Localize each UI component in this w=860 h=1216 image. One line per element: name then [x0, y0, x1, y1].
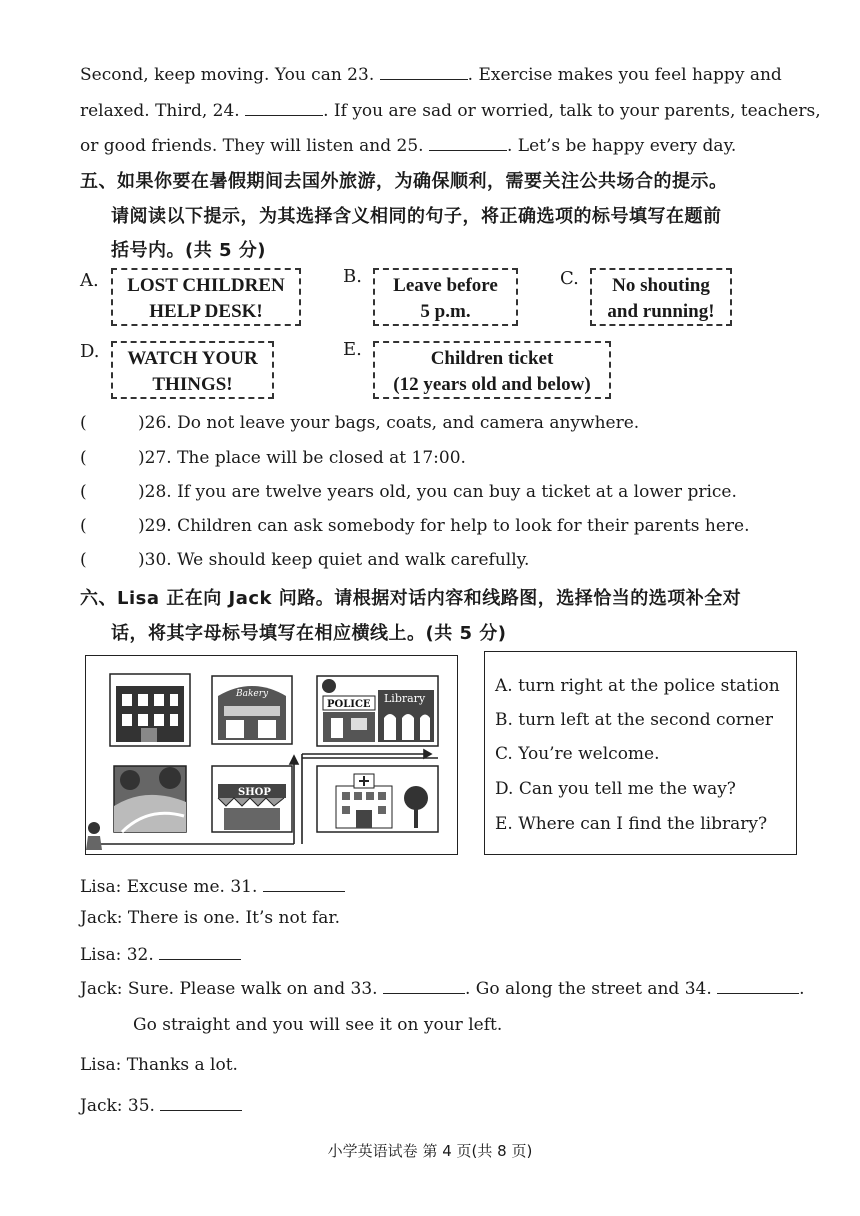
section5-heading-2: 请阅读以下提示，为其选择含义相同的句子，将正确选项的标号填写在题前: [111, 206, 722, 227]
section5-heading-3: 括号内。(共 5 分): [111, 240, 267, 261]
option-e: E. Where can I find the library?: [495, 814, 768, 834]
sign-e-letter: E.: [343, 339, 362, 360]
option-d: D. Can you tell me the way?: [495, 779, 736, 799]
hospital-icon: [317, 766, 438, 832]
building-icon: [110, 674, 190, 746]
sign-a: LOST CHILDREN HELP DESK!: [111, 268, 301, 326]
dialogue-line-6: Lisa: Thanks a lot.: [80, 1055, 238, 1075]
question-27: ( )27. The place will be closed at 17:00.: [80, 448, 466, 468]
question-29: ( )29. Children can ask somebody for help to look for their parents here.: [80, 516, 750, 536]
section6-heading-2: 话，将其字母标号填写在相应横线上。(共 5 分): [111, 623, 507, 644]
dialogue-line-4: Jack: Sure. Please walk on and 33. . Go along the street and 34. .: [80, 976, 805, 999]
answer-paren-30[interactable]: (: [80, 550, 87, 570]
option-b: B. turn left at the second corner: [495, 710, 773, 730]
dialogue-line-7: Jack: 35.: [80, 1093, 242, 1116]
dialogue-line-3: Lisa: 32.: [80, 942, 241, 965]
girl-icon: [86, 822, 102, 850]
shop-icon: [212, 766, 292, 832]
answer-paren-28[interactable]: (: [80, 482, 87, 502]
option-c: C. You’re welcome.: [495, 744, 660, 764]
bakery-icon: [212, 676, 292, 744]
dialogue-line-5: Go straight and you will see it on your left.: [133, 1015, 503, 1035]
sign-c-letter: C.: [560, 268, 579, 289]
passage-line-3: or good friends. They will listen and 25. . Let’s be happy every day.: [80, 133, 736, 156]
bakery-label: Bakery: [236, 689, 269, 699]
library-label: Library: [384, 692, 426, 705]
route-map-drawing: [86, 656, 456, 853]
dialogue-line-2: Jack: There is one. It’s not far.: [80, 908, 341, 928]
answer-blank-33[interactable]: [383, 976, 465, 994]
section6-heading-1: 六、Lisa 正在向 Jack 问路。请根据对话内容和线路图，选择恰当的选项补全对: [80, 588, 742, 609]
park-icon: [114, 766, 186, 832]
sign-c: No shouting and running!: [590, 268, 732, 326]
answer-paren-26[interactable]: (: [80, 413, 87, 433]
section5-heading-1: 五、如果你要在暑假期间去国外旅游，为确保顺利，需要关注公共场合的提示。: [80, 171, 728, 192]
answer-blank-34[interactable]: [717, 976, 799, 994]
sign-b: Leave before 5 p.m.: [373, 268, 518, 326]
answer-blank-23[interactable]: [380, 62, 468, 80]
route-map: [85, 655, 458, 855]
question-26: ( )26. Do not leave your bags, coats, and camera anywhere.: [80, 413, 640, 433]
police-library-icon: [317, 676, 438, 746]
options-box: [484, 651, 797, 855]
answer-paren-27[interactable]: (: [80, 448, 87, 468]
sign-e: Children ticket (12 years old and below): [373, 341, 611, 399]
page-footer: 小学英语试卷 第 4 页(共 8 页): [327, 1142, 533, 1160]
question-28: ( )28. If you are twelve years old, you can buy a ticket at a lower price.: [80, 482, 737, 502]
answer-blank-35[interactable]: [160, 1093, 242, 1111]
question-30: ( )30. We should keep quiet and walk carefully.: [80, 550, 530, 570]
answer-blank-31[interactable]: [263, 874, 345, 892]
answer-blank-25[interactable]: [429, 133, 507, 151]
sign-a-letter: A.: [80, 270, 99, 291]
sign-d-letter: D.: [80, 341, 100, 362]
option-a: A. turn right at the police station: [495, 676, 780, 696]
sign-b-letter: B.: [343, 266, 362, 287]
passage-line-1: Second, keep moving. You can 23. . Exercise makes you feel happy and: [80, 62, 782, 85]
dialogue-line-1: Lisa: Excuse me. 31.: [80, 874, 345, 897]
sign-d: WATCH YOUR THINGS!: [111, 341, 274, 399]
answer-blank-24[interactable]: [245, 98, 323, 116]
shop-label: SHOP: [238, 787, 271, 798]
answer-blank-32[interactable]: [159, 942, 241, 960]
passage-line-2: relaxed. Third, 24. . If you are sad or worried, talk to your parents, teachers,: [80, 98, 821, 121]
police-label: POLICE: [327, 699, 371, 710]
answer-paren-29[interactable]: (: [80, 516, 87, 536]
